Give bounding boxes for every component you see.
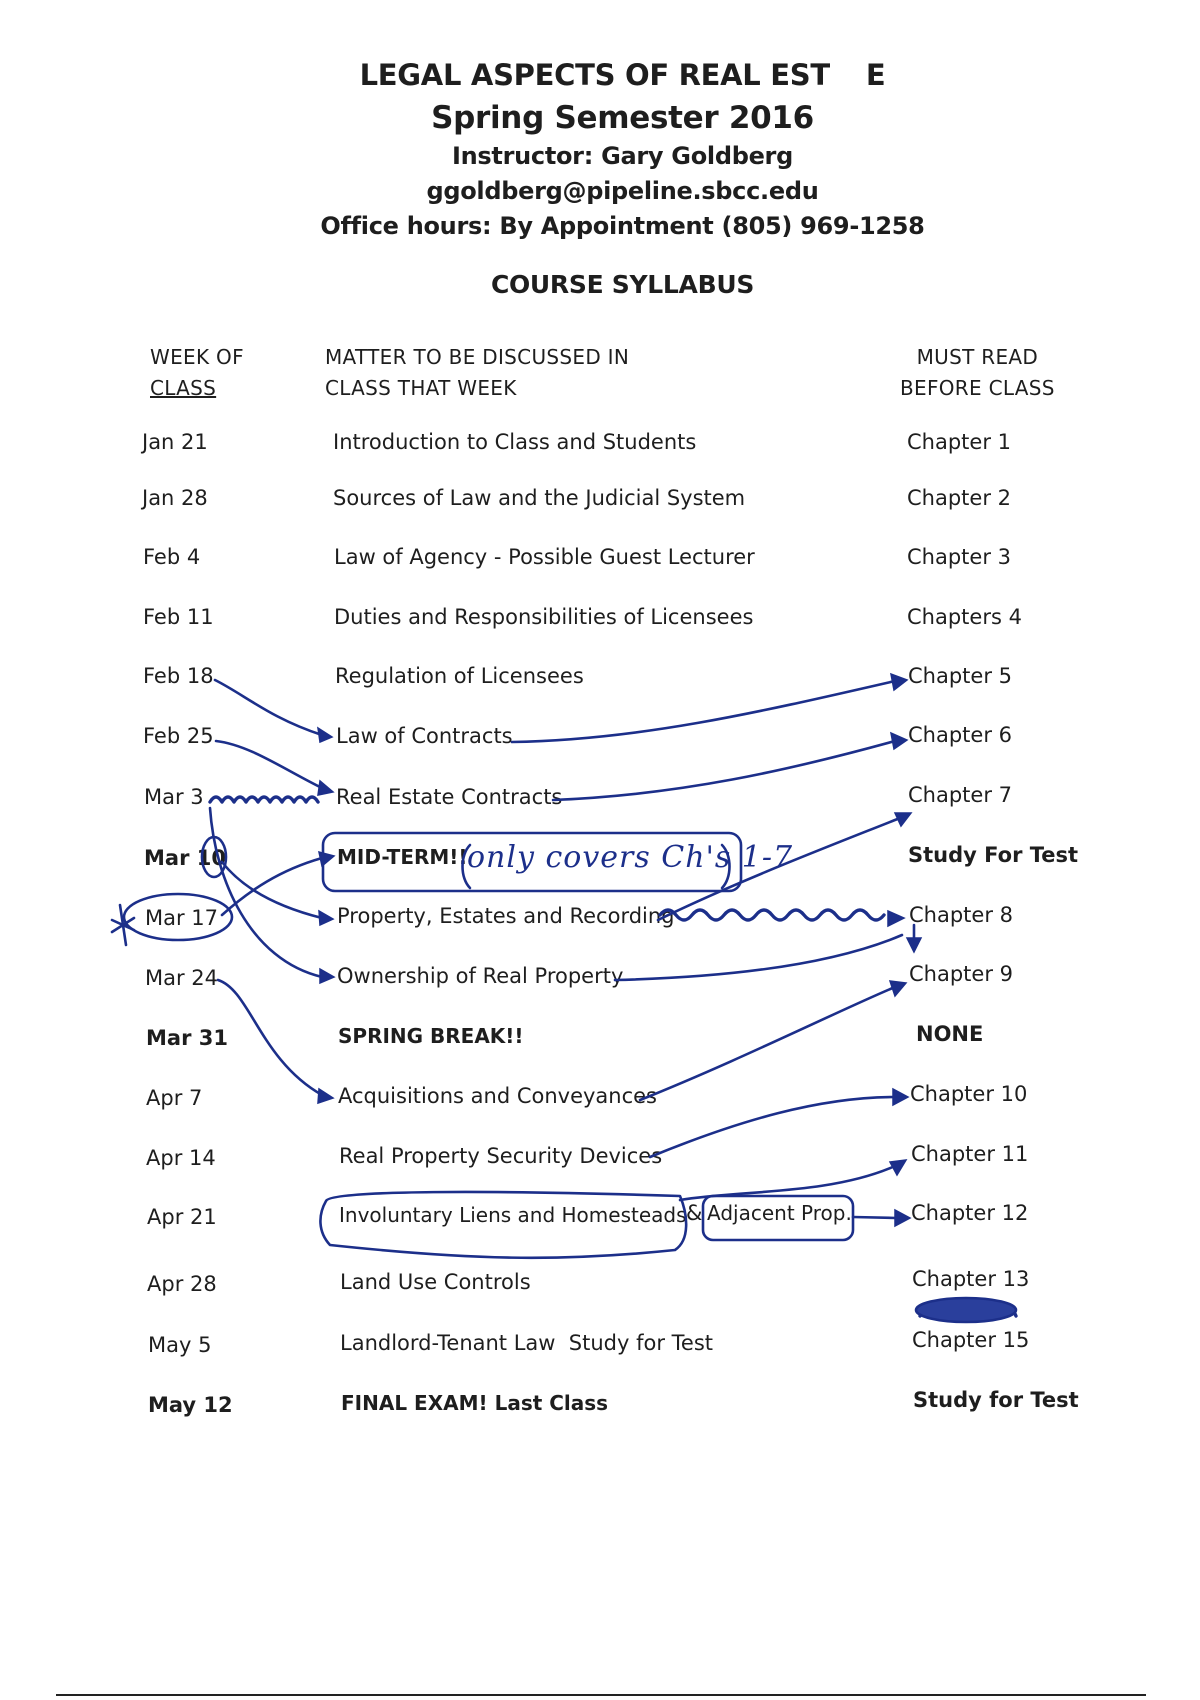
row-matter: Land Use Controls <box>340 1270 531 1294</box>
column-header-week-line2: CLASS <box>150 376 217 400</box>
arrowhead <box>907 938 921 952</box>
scribble-ch14-blob <box>916 1298 1016 1322</box>
row-week: Apr 21 <box>147 1205 217 1229</box>
row-week: Mar 31 <box>146 1026 228 1050</box>
arrowhead <box>318 728 332 742</box>
row-matter: Law of Agency - Possible Guest Lecturer <box>334 545 755 569</box>
column-header-reading <box>900 342 1055 404</box>
row-week: Apr 28 <box>147 1272 217 1296</box>
row-reading: Chapter 9 <box>909 962 1013 986</box>
row-matter: Landlord-Tenant Law Study for Test <box>340 1331 714 1355</box>
arrowhead <box>890 981 906 996</box>
arrow-liens-to-ch11 <box>680 1166 895 1200</box>
row-reading: Chapter 12 <box>911 1201 1029 1225</box>
star-mark <box>112 905 134 945</box>
arrowhead <box>319 852 334 866</box>
row-reading: Chapter 2 <box>907 486 1011 510</box>
row-week: Jan 21 <box>142 430 208 454</box>
row-reading: Chapter 10 <box>910 1082 1028 1106</box>
arrowhead <box>318 1089 333 1103</box>
row-matter-ampersand: & <box>686 1201 703 1225</box>
row-reading: Chapters 4 <box>907 605 1022 629</box>
row-week: Mar 10 <box>144 846 226 870</box>
arrowhead <box>888 911 904 926</box>
arrow-feb25-to-re-contracts <box>216 741 322 788</box>
arrow-ownership-to-ch9 <box>615 935 902 980</box>
row-matter: Ownership of Real Property <box>337 964 624 988</box>
row-week: May 12 <box>148 1393 233 1417</box>
column-header-matter <box>325 342 629 404</box>
arrowhead <box>318 781 333 795</box>
row-matter: Real Estate Contracts <box>336 785 563 809</box>
arrowhead <box>891 674 907 690</box>
row-reading: Chapter 7 <box>908 783 1012 807</box>
arrowhead <box>890 1160 906 1175</box>
row-matter: Law of Contracts <box>336 724 513 748</box>
column-header-matter-line2: CLASS THAT WEEK <box>325 376 517 400</box>
row-reading: Chapter 6 <box>908 723 1012 747</box>
row-reading: Chapter 1 <box>907 430 1011 454</box>
arrowhead <box>320 969 334 983</box>
row-week: Mar 17 <box>145 906 219 930</box>
row-week: Apr 7 <box>146 1086 203 1110</box>
arrow-mar10-to-property <box>222 862 322 918</box>
row-reading: Study for Test <box>913 1388 1079 1412</box>
arrowhead <box>895 1210 910 1226</box>
arrowhead <box>319 911 333 925</box>
arrowhead <box>893 1089 908 1105</box>
arrow-mar24-to-acquisitions <box>218 980 322 1095</box>
arrowhead <box>891 733 907 749</box>
row-matter-addendum: Adjacent Prop. <box>707 1201 852 1225</box>
row-reading: Study For Test <box>908 843 1079 867</box>
row-matter: Sources of Law and the Judicial System <box>333 486 746 510</box>
scribble-mar3 <box>210 797 318 802</box>
row-reading: Chapter 8 <box>909 903 1013 927</box>
column-header-week <box>150 342 244 404</box>
row-matter: SPRING BREAK!! <box>338 1024 524 1048</box>
arrow-re-contracts-to-ch6 <box>553 741 895 800</box>
row-week: Feb 11 <box>143 605 214 629</box>
arrow-contracts-to-ch5 <box>512 681 895 742</box>
handwritten-midterm-note: only covers Ch's 1-7 <box>467 840 794 875</box>
row-matter: MID-TERM!! <box>337 845 468 869</box>
row-reading: Chapter 11 <box>911 1142 1029 1166</box>
arrow-mar3-to-ownership <box>210 808 322 977</box>
page-bottom-rule <box>56 1694 1146 1696</box>
arrow-acquisitions-to-ch9 <box>640 987 895 1100</box>
arrow-feb18-to-contracts <box>215 680 322 735</box>
row-week: Jan 28 <box>142 486 208 510</box>
column-header-reading-line2: BEFORE CLASS <box>900 376 1055 400</box>
arrow-adjacent-to-ch12 <box>853 1217 896 1218</box>
row-reading: Chapter 13 <box>912 1267 1030 1291</box>
column-header-matter-line1: MATTER TO BE DISCUSSED IN <box>325 345 630 369</box>
course-title-part1: LEGAL ASPECTS OF REAL EST <box>359 58 830 92</box>
arrow-mar17-to-midterm <box>222 858 322 915</box>
office-hours: Office hours: By Appointment (805) 969-1258 <box>320 212 925 240</box>
row-matter: FINAL EXAM! Last Class <box>341 1391 609 1415</box>
row-week: Apr 14 <box>146 1146 216 1170</box>
row-reading: Chapter 5 <box>908 664 1012 688</box>
row-matter: Real Property Security Devices <box>339 1144 663 1168</box>
row-reading: NONE <box>916 1022 984 1046</box>
semester: Spring Semester 2016 <box>431 100 814 136</box>
scribble-ch14 <box>920 1309 1016 1316</box>
arrow-security-to-ch10 <box>650 1097 895 1157</box>
row-week: Feb 4 <box>143 545 201 569</box>
row-matter: Regulation of Licensees <box>335 664 584 688</box>
course-title-part2: E <box>865 58 886 92</box>
row-matter: Property, Estates and Recording <box>337 904 675 928</box>
row-matter: Involuntary Liens and Homesteads <box>339 1203 687 1227</box>
instructor: Instructor: Gary Goldberg <box>452 142 793 170</box>
column-header-reading-line1: MUST READ <box>916 345 1039 369</box>
row-matter: Acquisitions and Conveyances <box>338 1084 657 1108</box>
arrowhead <box>895 813 911 826</box>
row-matter: Duties and Responsibilities of Licensees <box>334 605 754 629</box>
scribble-to-ch8 <box>660 910 884 920</box>
instructor-email: ggoldberg@pipeline.sbcc.edu <box>426 177 819 205</box>
row-week: Mar 3 <box>144 785 204 809</box>
row-reading: Chapter 15 <box>912 1328 1030 1352</box>
row-matter: Introduction to Class and Students <box>333 430 697 454</box>
course-title <box>0 58 1200 92</box>
row-week: Feb 25 <box>143 724 214 748</box>
row-week: Mar 24 <box>145 966 219 990</box>
row-week: Feb 18 <box>143 664 214 688</box>
row-reading: Chapter 3 <box>907 545 1011 569</box>
column-header-week-line1: WEEK OF <box>150 345 244 369</box>
row-week: May 5 <box>148 1333 212 1357</box>
syllabus-heading: COURSE SYLLABUS <box>490 270 755 299</box>
